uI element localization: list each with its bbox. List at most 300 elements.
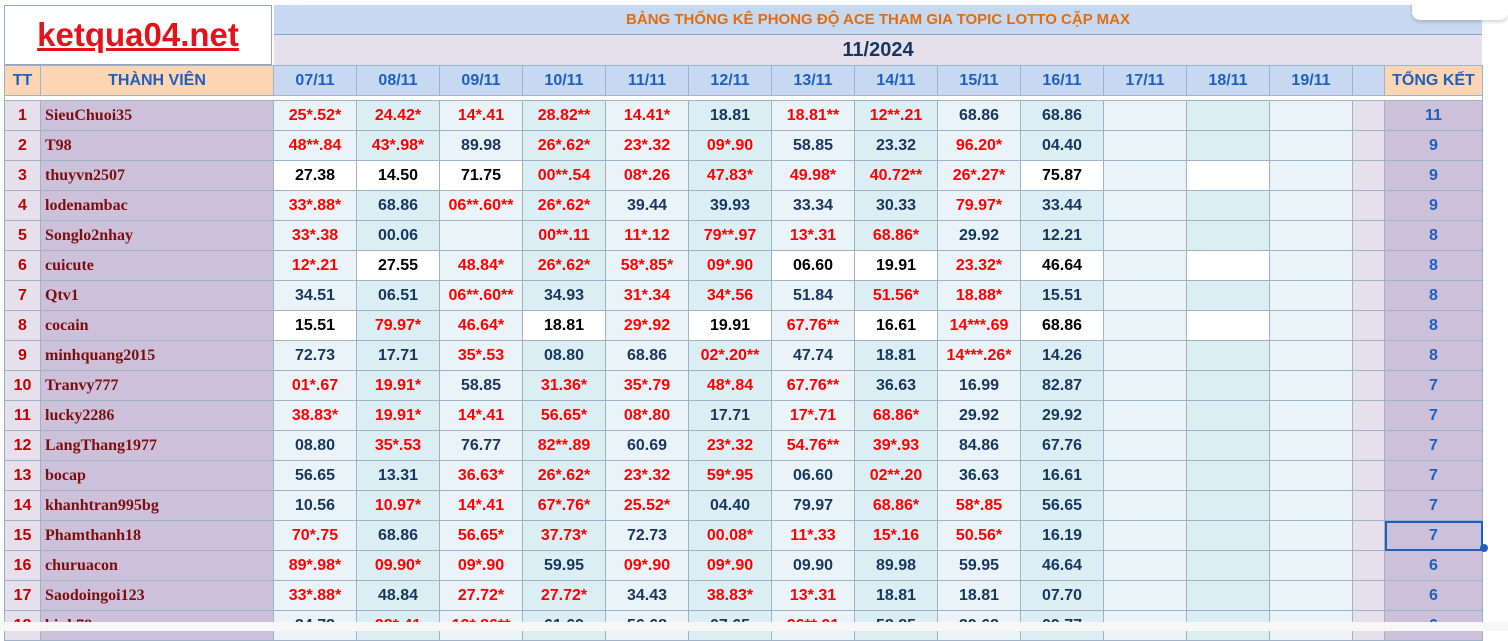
score-cell[interactable]: 06.51 — [357, 281, 440, 311]
score-cell[interactable]: 23*.32 — [689, 431, 772, 461]
member-name[interactable]: Phamthanh18 — [41, 521, 274, 551]
score-cell[interactable] — [1187, 461, 1270, 491]
score-cell[interactable] — [1270, 161, 1353, 191]
score-cell[interactable]: 37.73* — [523, 521, 606, 551]
score-cell[interactable]: 26*.27* — [938, 161, 1021, 191]
score-cell[interactable]: 23.32 — [855, 131, 938, 161]
score-cell[interactable] — [1270, 251, 1353, 281]
score-cell[interactable]: 68.86 — [1021, 311, 1104, 341]
score-cell[interactable]: 89*.98* — [274, 551, 357, 581]
score-cell[interactable]: 14.26 — [1021, 341, 1104, 371]
score-cell[interactable]: 15.51 — [1021, 281, 1104, 311]
score-cell[interactable] — [1104, 101, 1187, 131]
score-cell[interactable]: 09*.90 — [689, 551, 772, 581]
score-cell[interactable]: 19.91* — [357, 401, 440, 431]
logo-link[interactable]: ketqua04.net — [37, 16, 239, 53]
score-cell[interactable]: 35*.53 — [357, 431, 440, 461]
gap-cell[interactable] — [1353, 191, 1385, 221]
score-cell[interactable] — [1270, 311, 1353, 341]
header-date[interactable]: 15/11 — [938, 66, 1021, 96]
score-cell[interactable]: 27.72* — [523, 581, 606, 611]
score-cell[interactable] — [1270, 191, 1353, 221]
score-cell[interactable] — [1270, 431, 1353, 461]
member-name[interactable]: Saodoingoi123 — [41, 581, 274, 611]
gap-cell[interactable] — [1353, 581, 1385, 611]
score-cell[interactable] — [1187, 341, 1270, 371]
member-name[interactable]: T98 — [41, 131, 274, 161]
score-cell[interactable]: 14***.69 — [938, 311, 1021, 341]
member-name[interactable]: Qtv1 — [41, 281, 274, 311]
score-cell[interactable] — [440, 221, 523, 251]
score-cell[interactable]: 48.84 — [357, 581, 440, 611]
score-cell[interactable]: 35*.53 — [440, 341, 523, 371]
score-cell[interactable]: 38.83* — [274, 401, 357, 431]
member-name[interactable]: Songlo2nhay — [41, 221, 274, 251]
score-cell[interactable]: 30.33 — [855, 191, 938, 221]
gap-cell[interactable] — [1353, 491, 1385, 521]
score-cell[interactable]: 43*.98* — [357, 131, 440, 161]
score-cell[interactable]: 68.86 — [1021, 101, 1104, 131]
score-cell[interactable]: 12.21 — [1021, 221, 1104, 251]
gap-cell[interactable] — [1353, 431, 1385, 461]
score-cell[interactable]: 18.81 — [855, 341, 938, 371]
score-cell[interactable]: 00**.11 — [523, 221, 606, 251]
score-cell[interactable]: 31*.34 — [606, 281, 689, 311]
score-cell[interactable]: 18.81** — [772, 101, 855, 131]
score-cell[interactable]: 14*.41 — [440, 491, 523, 521]
score-cell[interactable]: 18.81 — [855, 581, 938, 611]
score-cell[interactable]: 56.65* — [523, 401, 606, 431]
score-cell[interactable]: 13*.31 — [772, 581, 855, 611]
member-name[interactable]: khanhtran995bg — [41, 491, 274, 521]
score-cell[interactable] — [1187, 431, 1270, 461]
score-cell[interactable] — [1270, 281, 1353, 311]
score-cell[interactable]: 34*.56 — [689, 281, 772, 311]
score-cell[interactable]: 29.92 — [938, 221, 1021, 251]
score-cell[interactable]: 16.61 — [1021, 461, 1104, 491]
score-cell[interactable]: 34.51 — [274, 281, 357, 311]
score-cell[interactable]: 17*.71 — [772, 401, 855, 431]
score-cell[interactable] — [1104, 461, 1187, 491]
member-name[interactable]: Tranvy777 — [41, 371, 274, 401]
score-cell[interactable]: 25.52* — [606, 491, 689, 521]
gap-cell[interactable] — [1353, 161, 1385, 191]
score-cell[interactable]: 11*.33 — [772, 521, 855, 551]
header-date[interactable]: 17/11 — [1104, 66, 1187, 96]
score-cell[interactable] — [1104, 251, 1187, 281]
score-cell[interactable] — [1187, 311, 1270, 341]
score-cell[interactable]: 26*.62* — [523, 191, 606, 221]
score-cell[interactable]: 58.85 — [440, 371, 523, 401]
score-cell[interactable]: 26*.62* — [523, 131, 606, 161]
score-cell[interactable]: 33*.88* — [274, 581, 357, 611]
header-date[interactable]: 14/11 — [855, 66, 938, 96]
member-name[interactable]: bocap — [41, 461, 274, 491]
score-cell[interactable]: 48**.84 — [274, 131, 357, 161]
header-gap[interactable] — [1353, 66, 1385, 96]
score-cell[interactable] — [1270, 221, 1353, 251]
score-cell[interactable]: 84.86 — [938, 431, 1021, 461]
score-cell[interactable]: 79.97* — [938, 191, 1021, 221]
score-cell[interactable]: 56.65* — [440, 521, 523, 551]
score-cell[interactable] — [1104, 311, 1187, 341]
score-cell[interactable]: 68.86 — [357, 521, 440, 551]
score-cell[interactable]: 19.91 — [689, 311, 772, 341]
row-number[interactable]: 8 — [5, 311, 41, 341]
row-number[interactable]: 16 — [5, 551, 41, 581]
score-cell[interactable]: 71.75 — [440, 161, 523, 191]
score-cell[interactable]: 82.87 — [1021, 371, 1104, 401]
score-cell[interactable]: 19.91* — [357, 371, 440, 401]
header-date[interactable]: 08/11 — [357, 66, 440, 96]
score-cell[interactable]: 02*.20** — [689, 341, 772, 371]
member-name[interactable]: cocain — [41, 311, 274, 341]
member-name[interactable]: LangThang1977 — [41, 431, 274, 461]
score-cell[interactable]: 18.88* — [938, 281, 1021, 311]
total-cell[interactable]: 7 — [1385, 401, 1483, 431]
score-cell[interactable]: 76.77 — [440, 431, 523, 461]
score-cell[interactable]: 34.93 — [523, 281, 606, 311]
score-cell[interactable]: 47.74 — [772, 341, 855, 371]
gap-cell[interactable] — [1353, 131, 1385, 161]
score-cell[interactable]: 46.64* — [440, 311, 523, 341]
fill-handle[interactable] — [1480, 544, 1488, 552]
score-cell[interactable] — [1187, 161, 1270, 191]
score-cell[interactable]: 48*.84 — [689, 371, 772, 401]
score-cell[interactable]: 15.51 — [274, 311, 357, 341]
score-cell[interactable]: 68.86 — [357, 191, 440, 221]
score-cell[interactable]: 72.73 — [606, 521, 689, 551]
gap-cell[interactable] — [1353, 311, 1385, 341]
score-cell[interactable]: 09.90* — [357, 551, 440, 581]
score-cell[interactable] — [1104, 131, 1187, 161]
score-cell[interactable]: 14.41* — [606, 101, 689, 131]
score-cell[interactable]: 67*.76* — [523, 491, 606, 521]
score-cell[interactable] — [1104, 281, 1187, 311]
score-cell[interactable]: 79.97* — [357, 311, 440, 341]
score-cell[interactable]: 51.84 — [772, 281, 855, 311]
score-cell[interactable]: 67.76 — [1021, 431, 1104, 461]
score-cell[interactable]: 13*.31 — [772, 221, 855, 251]
score-cell[interactable]: 27.38 — [274, 161, 357, 191]
score-cell[interactable]: 06.60 — [772, 251, 855, 281]
score-cell[interactable]: 50.56* — [938, 521, 1021, 551]
score-cell[interactable]: 14.50 — [357, 161, 440, 191]
score-cell[interactable]: 58*.85* — [606, 251, 689, 281]
score-cell[interactable]: 47.83* — [689, 161, 772, 191]
score-cell[interactable]: 96.20* — [938, 131, 1021, 161]
score-cell[interactable] — [1270, 581, 1353, 611]
row-number[interactable]: 14 — [5, 491, 41, 521]
score-cell[interactable]: 25*.52* — [274, 101, 357, 131]
score-cell[interactable] — [1187, 551, 1270, 581]
score-cell[interactable]: 34.43 — [606, 581, 689, 611]
score-cell[interactable]: 09*.90 — [606, 551, 689, 581]
header-date[interactable]: 18/11 — [1187, 66, 1270, 96]
gap-cell[interactable] — [1353, 281, 1385, 311]
score-cell[interactable]: 70*.75 — [274, 521, 357, 551]
total-cell[interactable]: 6 — [1385, 581, 1483, 611]
score-cell[interactable]: 46.64 — [1021, 251, 1104, 281]
gap-cell[interactable] — [1353, 521, 1385, 551]
score-cell[interactable]: 00.06 — [357, 221, 440, 251]
score-cell[interactable]: 60.69 — [606, 431, 689, 461]
score-cell[interactable] — [1104, 581, 1187, 611]
score-cell[interactable] — [1187, 131, 1270, 161]
score-cell[interactable]: 10.97* — [357, 491, 440, 521]
score-cell[interactable] — [1104, 431, 1187, 461]
header-member[interactable]: THÀNH VIÊN — [41, 66, 274, 96]
score-cell[interactable]: 06.60 — [772, 461, 855, 491]
score-cell[interactable]: 17.71 — [357, 341, 440, 371]
row-number[interactable]: 2 — [5, 131, 41, 161]
score-cell[interactable]: 40.72** — [855, 161, 938, 191]
score-cell[interactable]: 10.56 — [274, 491, 357, 521]
member-name[interactable]: lucky2286 — [41, 401, 274, 431]
score-cell[interactable] — [1187, 191, 1270, 221]
score-cell[interactable] — [1187, 491, 1270, 521]
score-cell[interactable] — [1270, 101, 1353, 131]
score-cell[interactable]: 51.56* — [855, 281, 938, 311]
score-cell[interactable]: 68.86* — [855, 221, 938, 251]
score-cell[interactable] — [1104, 551, 1187, 581]
score-cell[interactable]: 12*.21 — [274, 251, 357, 281]
total-cell[interactable]: 8 — [1385, 311, 1483, 341]
score-cell[interactable] — [1270, 131, 1353, 161]
score-cell[interactable]: 18.81 — [689, 101, 772, 131]
total-cell[interactable]: 6 — [1385, 551, 1483, 581]
score-cell[interactable]: 29.92 — [1021, 401, 1104, 431]
total-cell[interactable]: 8 — [1385, 341, 1483, 371]
score-cell[interactable]: 09*.90 — [689, 251, 772, 281]
score-cell[interactable]: 09*.90 — [689, 131, 772, 161]
site-logo[interactable] — [4, 5, 272, 65]
score-cell[interactable] — [1104, 521, 1187, 551]
score-cell[interactable]: 31.36* — [523, 371, 606, 401]
row-number[interactable]: 3 — [5, 161, 41, 191]
score-cell[interactable]: 38.83* — [689, 581, 772, 611]
score-cell[interactable]: 72.73 — [274, 341, 357, 371]
score-cell[interactable]: 33.34 — [772, 191, 855, 221]
score-cell[interactable]: 14*.41 — [440, 101, 523, 131]
header-total[interactable]: TỔNG KẾT — [1385, 66, 1483, 96]
score-cell[interactable] — [1270, 371, 1353, 401]
score-cell[interactable] — [1187, 581, 1270, 611]
score-cell[interactable] — [1187, 401, 1270, 431]
score-cell[interactable]: 27.55 — [357, 251, 440, 281]
score-cell[interactable]: 75.87 — [1021, 161, 1104, 191]
score-cell[interactable]: 16.19 — [1021, 521, 1104, 551]
score-cell[interactable]: 23.32* — [938, 251, 1021, 281]
member-name[interactable]: thuyvn2507 — [41, 161, 274, 191]
header-date[interactable]: 16/11 — [1021, 66, 1104, 96]
row-number[interactable]: 9 — [5, 341, 41, 371]
gap-cell[interactable] — [1353, 221, 1385, 251]
score-cell[interactable]: 68.86 — [938, 101, 1021, 131]
score-cell[interactable]: 36.63* — [440, 461, 523, 491]
score-cell[interactable] — [1104, 401, 1187, 431]
row-number[interactable]: 1 — [5, 101, 41, 131]
score-cell[interactable]: 54.76** — [772, 431, 855, 461]
score-cell[interactable] — [1187, 251, 1270, 281]
score-cell[interactable]: 29.92 — [938, 401, 1021, 431]
score-cell[interactable]: 39.44 — [606, 191, 689, 221]
score-cell[interactable] — [1270, 341, 1353, 371]
row-number[interactable]: 12 — [5, 431, 41, 461]
score-cell[interactable]: 49.98* — [772, 161, 855, 191]
header-date[interactable]: 09/11 — [440, 66, 523, 96]
total-cell[interactable]: 7 — [1385, 431, 1483, 461]
score-cell[interactable]: 82**.89 — [523, 431, 606, 461]
gap-cell[interactable] — [1353, 341, 1385, 371]
score-cell[interactable]: 24.42* — [357, 101, 440, 131]
score-cell[interactable]: 27.72* — [440, 581, 523, 611]
score-cell[interactable]: 79**.97 — [689, 221, 772, 251]
score-cell[interactable] — [1187, 221, 1270, 251]
score-cell[interactable]: 26*.62* — [523, 251, 606, 281]
total-cell[interactable]: 8 — [1385, 221, 1483, 251]
gap-cell[interactable] — [1353, 101, 1385, 131]
total-cell[interactable]: 8 — [1385, 251, 1483, 281]
score-cell[interactable] — [1104, 341, 1187, 371]
member-name[interactable]: minhquang2015 — [41, 341, 274, 371]
score-cell[interactable]: 11*.12 — [606, 221, 689, 251]
header-date[interactable]: 13/11 — [772, 66, 855, 96]
score-cell[interactable]: 06**.60** — [440, 191, 523, 221]
score-cell[interactable]: 02**.20 — [855, 461, 938, 491]
score-cell[interactable]: 56.65 — [1021, 491, 1104, 521]
score-cell[interactable]: 04.40 — [689, 491, 772, 521]
gap-cell[interactable] — [1353, 251, 1385, 281]
score-cell[interactable] — [1187, 101, 1270, 131]
score-cell[interactable]: 12**.21 — [855, 101, 938, 131]
score-cell[interactable]: 67.76** — [772, 311, 855, 341]
row-number[interactable]: 4 — [5, 191, 41, 221]
score-cell[interactable]: 79.97 — [772, 491, 855, 521]
score-cell[interactable]: 48.84* — [440, 251, 523, 281]
score-cell[interactable]: 89.98 — [440, 131, 523, 161]
score-cell[interactable]: 09*.90 — [440, 551, 523, 581]
score-cell[interactable] — [1187, 521, 1270, 551]
score-cell[interactable]: 18.81 — [938, 581, 1021, 611]
header-date[interactable]: 12/11 — [689, 66, 772, 96]
score-cell[interactable]: 17.71 — [689, 401, 772, 431]
score-cell[interactable]: 29*.92 — [606, 311, 689, 341]
total-cell[interactable]: 7 — [1385, 521, 1483, 551]
score-cell[interactable]: 68.86* — [855, 401, 938, 431]
score-cell[interactable] — [1270, 461, 1353, 491]
score-cell[interactable] — [1104, 371, 1187, 401]
header-tt[interactable]: TT — [5, 66, 41, 96]
score-cell[interactable]: 14*.41 — [440, 401, 523, 431]
gap-cell[interactable] — [1353, 551, 1385, 581]
score-cell[interactable]: 59.95 — [523, 551, 606, 581]
score-cell[interactable]: 06**.60** — [440, 281, 523, 311]
row-number[interactable]: 7 — [5, 281, 41, 311]
score-cell[interactable]: 04.40 — [1021, 131, 1104, 161]
row-number[interactable]: 15 — [5, 521, 41, 551]
header-date[interactable]: 19/11 — [1270, 66, 1353, 96]
row-number[interactable]: 11 — [5, 401, 41, 431]
score-cell[interactable]: 13.31 — [357, 461, 440, 491]
score-cell[interactable]: 56.65 — [274, 461, 357, 491]
total-cell[interactable]: 9 — [1385, 161, 1483, 191]
score-cell[interactable] — [1270, 401, 1353, 431]
score-cell[interactable]: 33.44 — [1021, 191, 1104, 221]
total-cell[interactable]: 11 — [1385, 101, 1483, 131]
score-cell[interactable]: 00**.54 — [523, 161, 606, 191]
score-cell[interactable]: 01*.67 — [274, 371, 357, 401]
total-cell[interactable]: 8 — [1385, 281, 1483, 311]
score-cell[interactable]: 15*.16 — [855, 521, 938, 551]
total-cell[interactable]: 7 — [1385, 461, 1483, 491]
score-cell[interactable] — [1270, 551, 1353, 581]
score-cell[interactable]: 00.08* — [689, 521, 772, 551]
score-cell[interactable]: 08*.26 — [606, 161, 689, 191]
score-cell[interactable]: 14***.26* — [938, 341, 1021, 371]
score-cell[interactable]: 09.90 — [772, 551, 855, 581]
row-number[interactable]: 6 — [5, 251, 41, 281]
header-date[interactable]: 11/11 — [606, 66, 689, 96]
row-number[interactable]: 5 — [5, 221, 41, 251]
score-cell[interactable]: 36.63 — [855, 371, 938, 401]
score-cell[interactable] — [1187, 371, 1270, 401]
score-cell[interactable]: 08.80 — [523, 341, 606, 371]
score-cell[interactable]: 08*.80 — [606, 401, 689, 431]
score-cell[interactable] — [1104, 161, 1187, 191]
score-cell[interactable]: 26*.62* — [523, 461, 606, 491]
score-cell[interactable]: 59.95 — [938, 551, 1021, 581]
score-cell[interactable] — [1104, 191, 1187, 221]
score-cell[interactable]: 07.70 — [1021, 581, 1104, 611]
score-cell[interactable]: 39*.93 — [855, 431, 938, 461]
gap-cell[interactable] — [1353, 401, 1385, 431]
score-cell[interactable]: 59*.95 — [689, 461, 772, 491]
score-cell[interactable] — [1104, 491, 1187, 521]
member-name[interactable]: cuicute — [41, 251, 274, 281]
score-cell[interactable]: 89.98 — [855, 551, 938, 581]
score-cell[interactable]: 33*.38 — [274, 221, 357, 251]
score-cell[interactable]: 16.61 — [855, 311, 938, 341]
score-cell[interactable]: 58.85 — [772, 131, 855, 161]
gap-cell[interactable] — [1353, 461, 1385, 491]
row-number[interactable]: 10 — [5, 371, 41, 401]
score-cell[interactable]: 18.81 — [523, 311, 606, 341]
score-cell[interactable]: 19.91 — [855, 251, 938, 281]
score-cell[interactable]: 46.64 — [1021, 551, 1104, 581]
score-cell[interactable]: 68.86* — [855, 491, 938, 521]
score-cell[interactable]: 33*.88* — [274, 191, 357, 221]
score-cell[interactable] — [1270, 491, 1353, 521]
row-number[interactable]: 17 — [5, 581, 41, 611]
score-cell[interactable]: 67.76** — [772, 371, 855, 401]
score-cell[interactable]: 23*.32 — [606, 461, 689, 491]
score-cell[interactable]: 28.82** — [523, 101, 606, 131]
score-cell[interactable]: 23*.32 — [606, 131, 689, 161]
header-date[interactable]: 10/11 — [523, 66, 606, 96]
member-name[interactable]: SieuChuoi35 — [41, 101, 274, 131]
score-cell[interactable] — [1187, 281, 1270, 311]
total-cell[interactable]: 9 — [1385, 131, 1483, 161]
member-name[interactable]: lodenambac — [41, 191, 274, 221]
row-number[interactable]: 13 — [5, 461, 41, 491]
total-cell[interactable]: 7 — [1385, 371, 1483, 401]
score-cell[interactable] — [1104, 221, 1187, 251]
member-name[interactable]: churuacon — [41, 551, 274, 581]
score-cell[interactable]: 35*.79 — [606, 371, 689, 401]
score-cell[interactable]: 68.86 — [606, 341, 689, 371]
score-cell[interactable]: 16.99 — [938, 371, 1021, 401]
